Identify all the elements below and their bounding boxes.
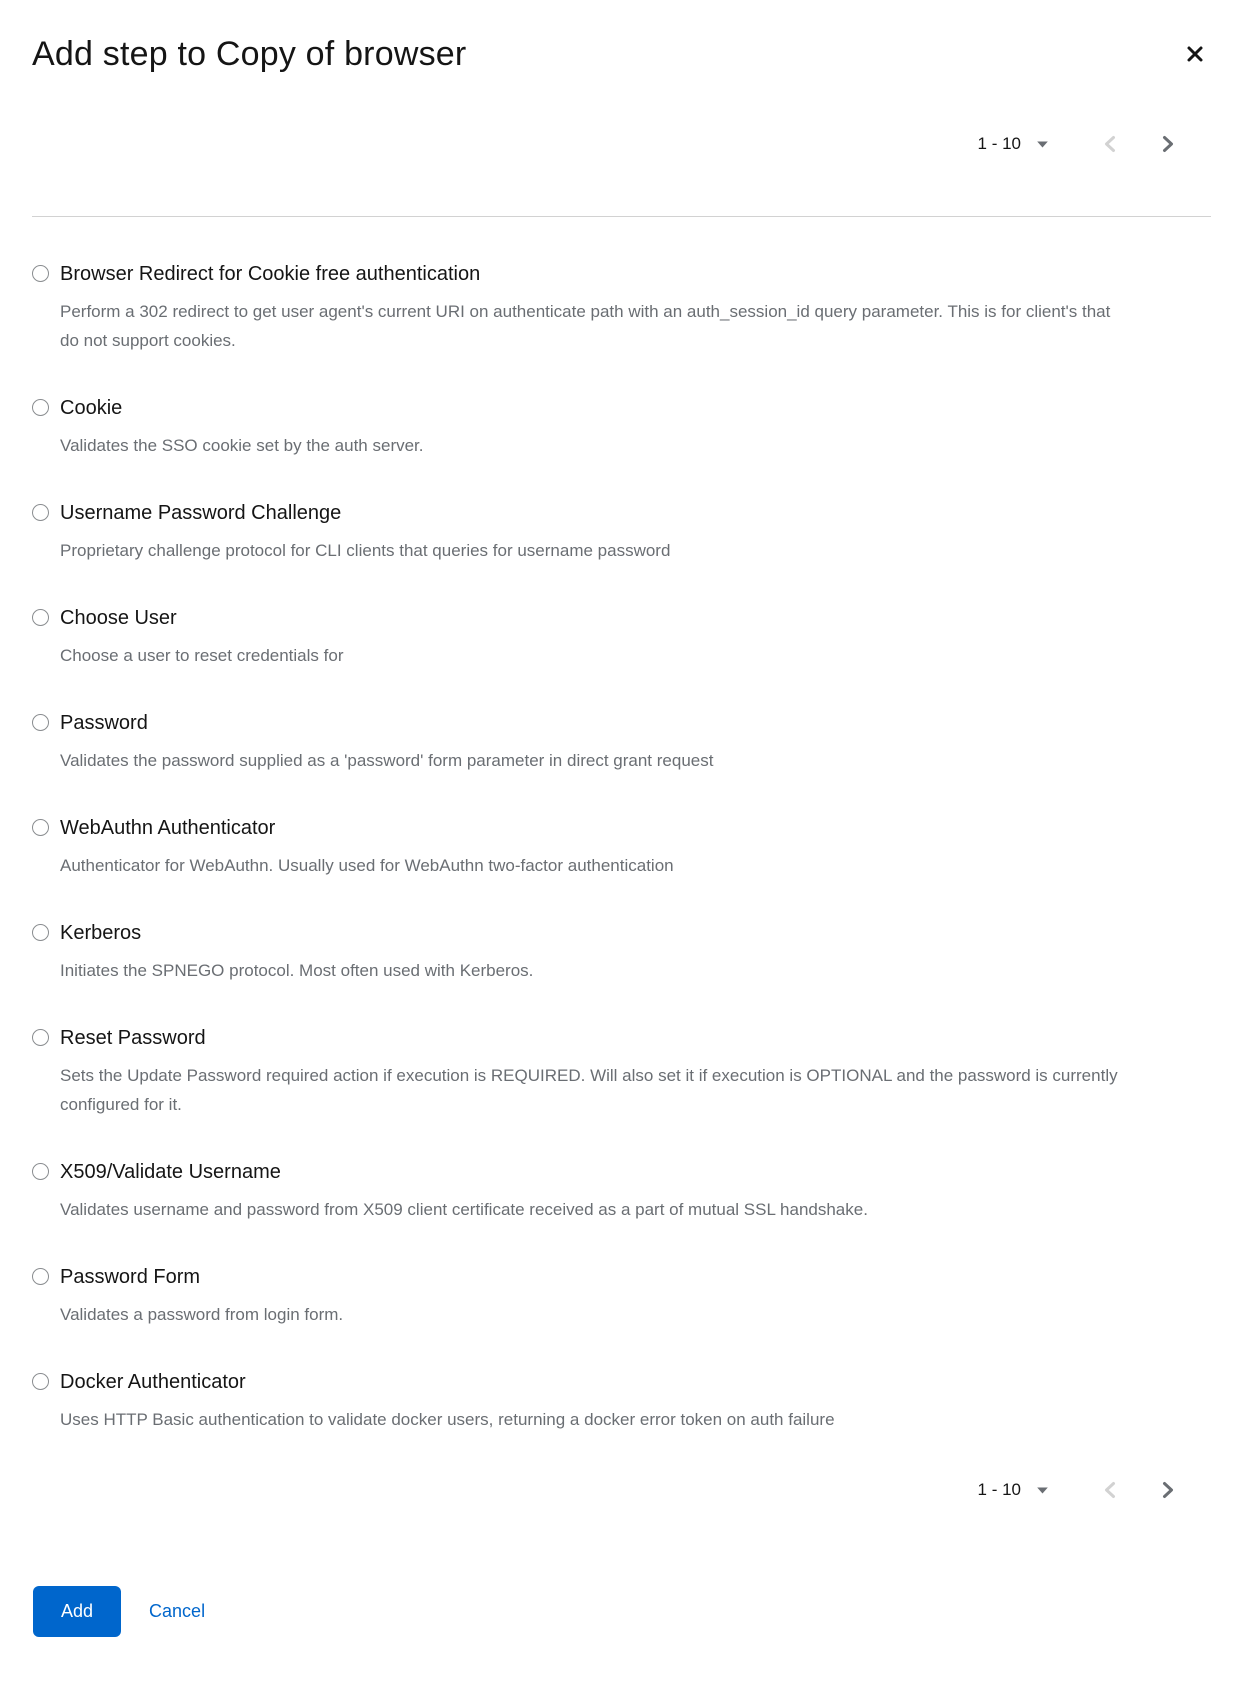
radio-button[interactable] [32,1268,49,1285]
chevron-right-icon [1162,141,1175,156]
step-title: X509/Validate Username [60,1161,281,1184]
step-description: Proprietary challenge protocol for CLI clients that queries for username password [60,541,671,561]
step-option[interactable] [32,496,1193,565]
radio-button[interactable] [32,714,49,731]
step-description: Validates username and password from X509 client certificate received as a part of mutual SSL handshake. [60,1200,868,1220]
step-description: Uses HTTP Basic authentication to validate docker users, returning a docker error token on auth failure [60,1410,835,1430]
radio-button[interactable] [32,609,49,626]
step-title: Username Password Challenge [60,502,342,525]
pagination-nav [1087,127,1191,161]
step-description: Choose a user to reset credentials for [60,646,344,666]
radio-button[interactable] [32,1029,49,1046]
step-title: Docker Authenticator [60,1371,246,1394]
previous-page-button[interactable] [1087,127,1132,161]
step-option[interactable] [32,391,1193,460]
close-button[interactable] [1177,36,1213,72]
step-description: Authenticator for WebAuthn. Usually used for WebAuthn two-factor authentication [60,856,674,876]
step-option[interactable] [32,916,1193,985]
chevron-right-icon [1162,1487,1175,1502]
step-option[interactable] [32,1365,1193,1434]
step-option[interactable] [32,257,1193,355]
step-option[interactable] [32,1155,1193,1224]
chevron-left-icon [1103,1487,1116,1502]
radio-button[interactable] [32,1373,49,1390]
step-title: Choose User [60,607,177,630]
step-text [60,601,343,670]
pagination-bottom [0,1472,1253,1508]
radio-button[interactable] [32,819,49,836]
radio-button[interactable] [32,399,49,416]
step-description: Perform a 302 redirect to get user agent's current URI on authenticate path with an auth_session_id query parameter. This is for client's that do not support cookies. [60,302,1111,351]
step-title: Reset Password [60,1027,206,1050]
step-text [60,811,674,880]
pagination-range-label: 1 - 10 [977,1480,1021,1500]
step-title: Cookie [60,397,123,420]
step-title: Password Form [60,1266,201,1289]
step-title: Browser Redirect for Cookie free authentication [60,263,481,286]
next-page-button[interactable] [1146,1473,1191,1507]
add-button[interactable]: Add [33,1586,121,1637]
step-title: Kerberos [60,922,142,945]
step-description: Initiates the SPNEGO protocol. Most often used with Kerberos. [60,961,534,981]
step-text [60,706,713,775]
step-description: Validates the SSO cookie set by the auth server. [60,436,424,456]
step-description: Validates the password supplied as a 'password' form parameter in direct grant request [60,751,714,771]
step-option[interactable] [32,601,1193,670]
step-option[interactable] [32,706,1193,775]
caret-down-icon [1036,1486,1049,1495]
radio-button[interactable] [32,504,49,521]
step-text [60,1021,1128,1119]
modal-header [0,0,1253,76]
step-text [60,1155,868,1224]
step-option[interactable] [32,1260,1193,1329]
caret-down-icon [1036,140,1049,149]
previous-page-button[interactable] [1087,1473,1132,1507]
step-text [60,391,424,460]
pagination-range-toggle[interactable] [974,128,1053,160]
step-text [60,916,533,985]
step-text [60,496,670,565]
pagination-nav [1087,1473,1191,1507]
close-icon [1185,52,1205,67]
chevron-left-icon [1103,141,1116,156]
step-title: Password [60,712,148,735]
cancel-button[interactable]: Cancel [149,1586,205,1637]
next-page-button[interactable] [1146,127,1191,161]
radio-button[interactable] [32,924,49,941]
step-text [60,1365,835,1434]
step-option[interactable] [32,1021,1193,1119]
step-title: WebAuthn Authenticator [60,817,276,840]
step-text [60,1260,343,1329]
modal-footer [0,1586,1253,1637]
pagination-top [0,126,1253,162]
step-text [60,257,1128,355]
step-description: Validates a password from login form. [60,1305,344,1325]
radio-button[interactable] [32,265,49,282]
step-description: Sets the Update Password required action if execution is REQUIRED. Will also set it if execution is OPTIONAL and the password is currently configured for it. [60,1066,1118,1115]
pagination-range-toggle[interactable] [974,1474,1053,1506]
radio-button[interactable] [32,1163,49,1180]
modal-title: Add step to Copy of browser [32,35,467,73]
step-list [0,217,1253,1434]
pagination-range-label: 1 - 10 [977,134,1021,154]
step-option[interactable] [32,811,1193,880]
